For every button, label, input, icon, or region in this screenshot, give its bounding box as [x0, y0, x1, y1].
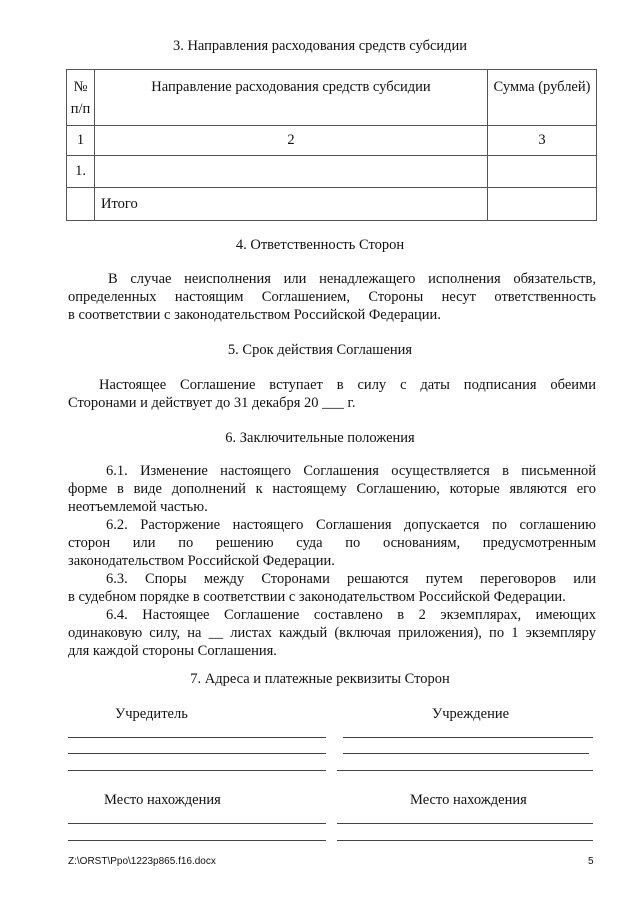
clause-6-4-line-3: для каждой стороны Соглашения. — [68, 643, 277, 659]
header-sum-cell: Сумма (рублей) — [488, 70, 597, 126]
subsidy-directions-table — [66, 69, 597, 221]
section-5-paragraph — [68, 376, 596, 412]
total-sum-cell — [488, 188, 597, 221]
section-3-title: 3. Направления расходования средств субсидии — [172, 38, 468, 54]
section-4-title: 4. Ответственность Сторон — [235, 237, 405, 253]
institution-label: Учреждение — [432, 706, 510, 722]
total-label-cell: Итого — [95, 188, 488, 221]
clause-6-2-line-3: законодательством Российской Федерации. — [68, 553, 335, 569]
clause-6-3-line-1: 6.3. Споры между Сторонами решаются путем переговоров или — [106, 571, 596, 587]
founder-signature-line-3 — [68, 770, 326, 771]
footer-page-number: 5 — [588, 856, 594, 867]
numbering-cell-1: 1 — [67, 126, 95, 156]
clause-6-1-line-3: неотъемлемой частью. — [68, 499, 208, 515]
header-num-pp: п/п — [70, 100, 91, 117]
founder-location-line-1 — [68, 823, 326, 824]
clause-6-2-line-2: сторон или по решению суда по основаниям, предусмотренным — [68, 535, 596, 551]
section-4-line-3: в соответствии с законодательством Российской Федерации. — [68, 307, 441, 323]
table-total-row — [67, 188, 597, 221]
institution-signature-line-1 — [343, 737, 593, 738]
clause-6-4-line-1: 6.4. Настоящее Соглашение составлено в 2 экземплярах, имеющих — [106, 607, 596, 623]
section-4-paragraph — [68, 270, 596, 324]
clause-6-1-line-1: 6.1. Изменение настоящего Соглашения осуществляется в письменной — [106, 463, 596, 479]
institution-signature-line-3 — [337, 770, 593, 771]
numbering-cell-3: 3 — [488, 126, 597, 156]
table-header-row — [67, 70, 597, 126]
row-direction-cell — [95, 156, 488, 188]
founder-location-label: Место нахождения — [104, 792, 221, 808]
section-5-line-2: Сторонами и действует до 31 декабря 20 ___ г. — [68, 395, 356, 411]
header-num-cell — [67, 70, 95, 126]
section-4-line-1: В случае неисполнения или ненадлежащего исполнения обязательств, — [108, 271, 596, 287]
numbering-cell-2: 2 — [95, 126, 488, 156]
clause-6-3-line-2: в судебном порядке в соответствии с законодательством Российской Федерации. — [68, 589, 566, 605]
institution-location-label: Место нахождения — [410, 792, 527, 808]
header-direction-cell: Направление расходования средств субсидии — [95, 70, 488, 126]
section-6-title: 6. Заключительные положения — [225, 430, 415, 446]
founder-signature-line-2 — [68, 753, 326, 754]
section-5-line-1: Настоящее Соглашение вступает в силу с даты подписания обеими — [99, 377, 596, 393]
section-7-title: 7. Адреса и платежные реквизиты Сторон — [190, 671, 450, 687]
table-row — [67, 156, 597, 188]
clause-6-2-line-1: 6.2. Расторжение настоящего Соглашения допускается по соглашению — [106, 517, 596, 533]
row-num-cell: 1. — [67, 156, 95, 188]
institution-signature-line-2 — [343, 753, 589, 754]
section-4-line-2: определенных настоящим Соглашением, Стороны несут ответственность — [68, 289, 596, 305]
clause-6-4-line-2: одинаковую силу, на __ листах каждый (включая приложения), по 1 экземпляру — [68, 625, 596, 641]
founder-label: Учредитель — [115, 706, 188, 722]
footer-file-path: Z:\ORST\Ppo\1223p865.f16.docx — [68, 856, 216, 867]
total-num-cell — [67, 188, 95, 221]
founder-location-line-2 — [68, 840, 326, 841]
institution-location-line-2 — [337, 840, 593, 841]
header-num-sign: № — [73, 78, 88, 95]
institution-location-line-1 — [337, 823, 593, 824]
founder-signature-line-1 — [68, 737, 326, 738]
row-sum-cell — [488, 156, 597, 188]
table-numbering-row — [67, 126, 597, 156]
section-5-title: 5. Срок действия Соглашения — [227, 342, 413, 358]
clause-6-1-line-2: форме в виде дополнений к настоящему Соглашению, которые являются его — [68, 481, 596, 497]
section-6-paragraphs — [68, 462, 596, 660]
